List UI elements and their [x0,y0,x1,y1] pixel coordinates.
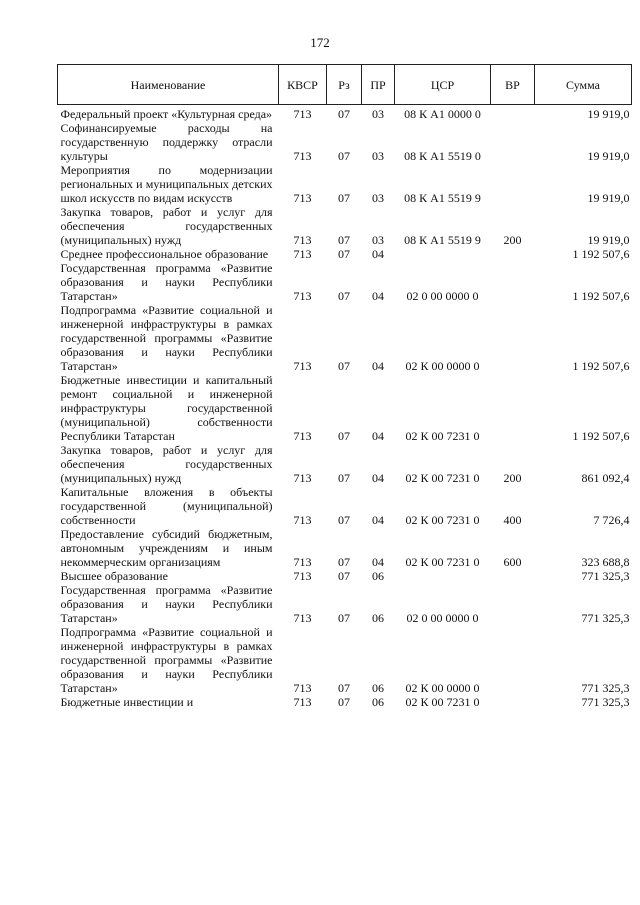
table-row [58,205,632,247]
cell-name: Закупка товаров, работ и услуг для обеспечения государственных (муниципальных) нужд [60,205,273,247]
cell-name: Закупка товаров, работ и услуг для обеспечения государственных (муниципальных) нужд [60,443,273,485]
cell-name: Подпрограмма «Развитие социальной и инженерной инфраструктуры в рамках государственной программы «Развитие образования и науки Республики Татарстан» [60,625,273,695]
cell-vr [491,105,535,122]
cell-pr: 06 [372,681,384,695]
table-row [58,261,632,303]
table-row [58,583,632,625]
cell-rz: 07 [338,681,350,695]
header-row [58,65,632,105]
cell-vr: 600 [503,555,522,569]
header-sum: Сумма [535,65,632,105]
header-pr: ПР [362,65,395,105]
cell-vr [491,695,535,709]
cell-rz: 07 [338,695,350,709]
cell-kvsr: 713 [293,429,312,443]
cell-rz: 07 [338,191,350,205]
cell-vr [491,569,535,583]
cell-csr [395,569,491,583]
table-row [58,105,632,122]
cell-csr: 02 К 00 7231 0 [405,513,480,527]
cell-sum: 861 092,4 [581,471,630,485]
cell-kvsr: 713 [293,471,312,485]
cell-kvsr: 713 [293,695,312,709]
cell-pr: 04 [372,247,384,261]
table-row [58,303,632,373]
cell-rz: 07 [338,569,350,583]
table-row [58,625,632,695]
table-row [58,695,632,709]
cell-name: Мероприятия по модернизации региональных и муниципальных детских школ искусств по видам искусств [60,163,273,205]
cell-csr: 08 К А1 5519 0 [404,149,481,163]
page-number: 172 [310,35,330,50]
cell-sum: 1 192 507,6 [572,429,630,443]
header-vr: ВР [491,65,535,105]
header-csr: ЦСР [395,65,491,105]
cell-vr [491,303,535,373]
cell-sum: 19 919,0 [587,233,630,247]
cell-kvsr: 713 [293,569,312,583]
cell-csr: 08 К А1 5519 9 [404,191,481,205]
cell-csr: 02 К 00 7231 0 [405,555,480,569]
cell-sum: 771 325,3 [581,695,630,709]
cell-rz: 07 [338,233,350,247]
cell-pr: 03 [372,233,384,247]
cell-pr: 06 [372,695,384,709]
cell-vr: 400 [503,513,522,527]
header-name: Наименование [58,65,279,105]
cell-pr: 04 [372,513,384,527]
cell-pr: 03 [372,149,384,163]
cell-rz: 07 [338,359,350,373]
table-header [58,65,632,105]
budget-table [57,64,632,709]
cell-pr: 04 [372,555,384,569]
header-rz: Рз [327,65,362,105]
cell-sum: 771 325,3 [581,681,630,695]
cell-kvsr: 713 [293,233,312,247]
table-row [58,121,632,163]
cell-kvsr: 713 [293,359,312,373]
cell-sum: 323 688,8 [581,555,630,569]
cell-rz: 07 [338,149,350,163]
cell-name: Государственная программа «Развитие образования и науки Республики Татарстан» [60,583,273,625]
cell-rz: 07 [338,471,350,485]
cell-name: Федеральный проект «Культурная среда» [60,107,273,121]
cell-csr: 02 К 00 0000 0 [405,681,480,695]
cell-pr: 04 [372,471,384,485]
cell-vr: 200 [503,233,522,247]
cell-kvsr: 713 [293,611,312,625]
cell-kvsr: 713 [293,555,312,569]
cell-sum: 19 919,0 [587,149,630,163]
cell-pr: 06 [372,611,384,625]
cell-name: Подпрограмма «Развитие социальной и инженерной инфраструктуры в рамках государственной программы «Развитие образования и науки Республики Татарстан» [60,303,273,373]
cell-pr: 04 [372,359,384,373]
cell-name: Бюджетные инвестиции и [60,695,194,709]
cell-vr [491,261,535,303]
cell-kvsr: 713 [293,681,312,695]
table-row [58,527,632,569]
cell-csr: 02 К 00 7231 0 [405,471,480,485]
cell-csr [395,247,491,261]
cell-pr: 04 [372,429,384,443]
cell-rz: 07 [338,107,350,121]
table-row [58,247,632,261]
cell-vr [491,121,535,163]
cell-sum: 7 726,4 [593,513,630,527]
cell-csr: 08 К А1 0000 0 [404,107,481,121]
cell-csr: 02 К 00 7231 0 [405,695,480,709]
cell-pr: 03 [372,107,384,121]
cell-rz: 07 [338,247,350,261]
header-kvsr: КВСР [279,65,327,105]
cell-csr: 02 К 00 0000 0 [405,359,480,373]
cell-kvsr: 713 [293,191,312,205]
cell-name: Софинансируемые расходы на государственную поддержку отрасли культуры [60,121,273,163]
cell-name: Государственная программа «Развитие образования и науки Республики Татарстан» [60,261,273,303]
cell-pr: 06 [372,569,384,583]
cell-name: Капитальные вложения в объекты государственной (муниципальной) собственности [60,485,273,527]
cell-csr: 02 0 00 0000 0 [406,611,479,625]
cell-pr: 04 [372,289,384,303]
cell-rz: 07 [338,289,350,303]
cell-csr: 02 0 00 0000 0 [406,289,479,303]
cell-sum: 771 325,3 [581,611,630,625]
cell-vr [491,583,535,625]
cell-sum: 771 325,3 [581,569,630,583]
cell-vr [491,625,535,695]
cell-kvsr: 713 [293,149,312,163]
cell-name: Среднее профессиональное образование [60,247,269,261]
cell-sum: 1 192 507,6 [572,247,630,261]
cell-name: Высшее образование [60,569,168,583]
table-row [58,163,632,205]
table-row [58,373,632,443]
cell-sum: 1 192 507,6 [572,289,630,303]
cell-kvsr: 713 [293,289,312,303]
cell-vr [491,163,535,205]
cell-kvsr: 713 [293,513,312,527]
cell-rz: 07 [338,555,350,569]
cell-kvsr: 713 [293,107,312,121]
table-row [58,443,632,485]
cell-rz: 07 [338,429,350,443]
cell-sum: 19 919,0 [587,107,630,121]
cell-kvsr: 713 [293,247,312,261]
cell-rz: 07 [338,513,350,527]
cell-pr: 03 [372,191,384,205]
table-body [58,105,632,710]
cell-sum: 1 192 507,6 [572,359,630,373]
budget-table-container [57,64,631,709]
cell-vr [491,373,535,443]
cell-name: Бюджетные инвестиции и капитальный ремонт социальной и инженерной инфраструктуры государственной (муниципальной) собственности Республики Татарстан [60,373,273,443]
cell-rz: 07 [338,611,350,625]
table-row [58,485,632,527]
cell-sum: 19 919,0 [587,191,630,205]
cell-vr: 200 [503,471,522,485]
cell-csr: 02 К 00 7231 0 [405,429,480,443]
cell-csr: 08 К А1 5519 9 [404,233,481,247]
cell-vr [491,247,535,261]
cell-name: Предоставление субсидий бюджетным, автономным учреждениям и иным некоммерческим организациям [60,527,273,569]
table-row [58,569,632,583]
